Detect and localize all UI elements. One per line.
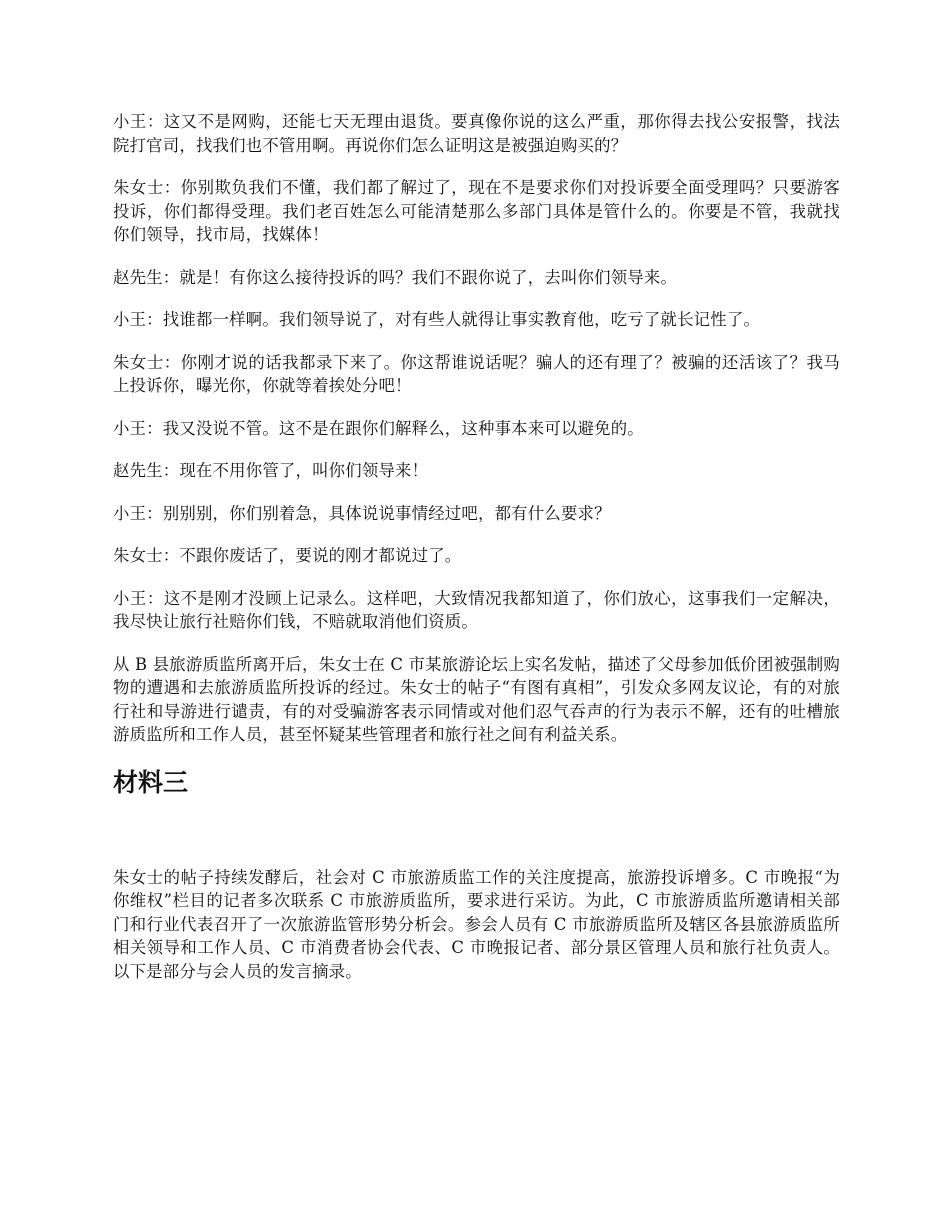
section-title: 材料三 (113, 767, 189, 797)
narrative-paragraph: 从 B 县旅游质监所离开后，朱女士在 C 市某旅游论坛上实名发帖，描述了父母参加低价团被强制购物的遭遇和去旅游质监所投诉的经过。朱女士的帖子“有图有真相”，引发众多网友议论，有的对旅行社和导游进行谴责，有的对受骗游客表示同情或对他们忍气吞声的行为表示不解，还有的吐槽旅游质监所和工作人员，甚至怀疑某些管理者和旅行社之间有利益关系。 (113, 654, 840, 744)
dialogue-line-7: 赵先生：现在不用你管了，叫你们领导来！ (113, 461, 429, 480)
dialogue-line-3: 赵先生：就是！有你这么接待投诉的吗？我们不跟你说了，去叫你们领导来。 (113, 267, 678, 287)
section-paragraph: 朱女士的帖子持续发酵后，社会对 C 市旅游质监工作的关注度提高，旅游投诉增多。C 市晚报“为你维权”栏目的记者多次联系 C 市旅游质监所，要求进行采访。为此，C 市旅游质监所邀请相关部门和行业代表召开了一次旅游监管形势分析会。参会人员有 C 市旅游质监所及辖区各县旅游质监所相关领导和工作人员、C 市消费者协会代表、C 市晚报记者、部分景区管理人员和旅行社负责人。以下是部分与会人员的发言摘录。 (113, 867, 840, 981)
section-spacer (113, 800, 840, 866)
dialogue-line-6: 小王：我又没说不管。这不是在跟你们解释么，这种事本来可以避免的。 (113, 418, 644, 438)
dialogue-line-2: 朱女士：你别欺负我们不懂，我们都了解过了，现在不是要求你们对投诉要全面受理吗？只要游客投诉，你们都得受理。我们老百姓怎么可能清楚那么多部门具体是管什么的。你要是不管，我就找你们领导，找市局，找媒体！ (113, 178, 840, 244)
dialogue-line-1: 小王：这又不是网购，还能七天无理由退货。要真像你说的这么严重，那你得去找公安报警，找法院打官司，找我们也不管用啊。再说你们怎么证明这是被强迫购买的？ (113, 112, 840, 155)
dialogue-line-10: 小王：这不是刚才没顾上记录么。这样吧，大致情况我都知道了，你们放心，这事我们一定解决，我尽快让旅行社赔你们钱，不赔就取消他们资质。 (113, 588, 840, 631)
dialogue-line-8: 小王：别别别，你们别着急，具体说说事情经过吧，都有什么要求？ (113, 503, 611, 523)
dialogue-line-9: 朱女士：不跟你废话了，要说的刚才都说过了。 (113, 546, 462, 565)
document-page (113, 110, 840, 1002)
dialogue-line-4: 小王：找谁都一样啊。我们领导说了，对有些人就得让事实教育他，吃亏了就长记性了。 (113, 310, 761, 329)
dialogue-line-5: 朱女士：你刚才说的话我都录下来了。你这帮谁说话呢？骗人的还有理了？被骗的还活该了？我马上投诉你，曝光你，你就等着挨处分吧！ (113, 352, 840, 395)
